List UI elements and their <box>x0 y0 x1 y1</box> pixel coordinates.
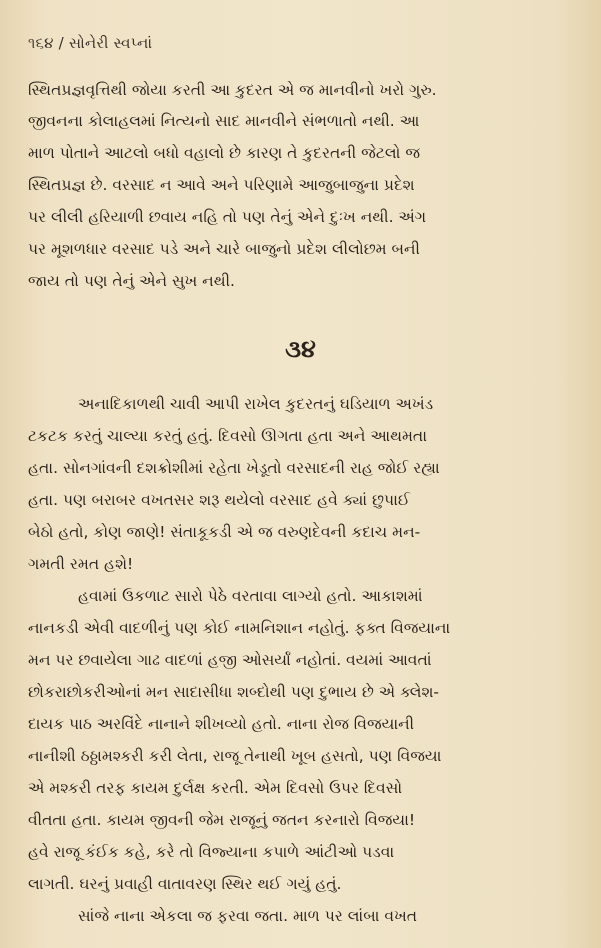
text-line: હવે રાજૂ કંઈક કહે, કરે તો વિજ્યાના કપાળે આંટીઓ પડવા <box>28 843 395 861</box>
text-line: નાનીશી ઠઠ્ઠામશ્કરી કરી લેતા, રાજૂ તેનાથી ખૂબ હસતો, પણ વિજયા <box>28 747 442 765</box>
text-line: સાંજે નાના એકલા જ ફરવા જતા. માળ પર લાંબા વખત <box>78 907 418 925</box>
text-line: એ મશ્કરી તરફ કાયમ દુર્લક્ષ કરતી. એમ દિવસો ઉપર દિવસો <box>28 779 403 797</box>
text-line: છોકરાછોકરીઓનાં મન સાદાસીધા શબ્દોથી પણ દુભાય છે એ ક્લેશ- <box>28 683 440 701</box>
text-line: સ્થિતપ્રજ્ઞ છે. વરસાદ ન આવે અને પરિણામે આજુબાજુના પ્રદેશ <box>28 176 415 194</box>
text-line: માળ પોતાને આટલો બધો વહાલો છે કારણ તે કુદરતની જેટલો જ <box>28 144 421 162</box>
text-line: જાય તો પણ તેનું એને સુખ નથી. <box>28 272 235 290</box>
chapter-number: ૩૪ <box>285 335 316 363</box>
text-line: વીતતા હતા. કાયમ જીવની જેમ રાજૂનું જતન કરનારો વિજયા! <box>28 811 416 829</box>
running-head: ૧૬૪ / સોનેરી સ્વપ્નાં <box>28 34 153 52</box>
text-line: સ્થિતપ્રજ્ઞવૃત્તિથી જોયા કરતી આ કુદરત એ જ માનવીનો ખરો ગુરુ. <box>28 81 437 99</box>
text-line: ગમતી રમત હશે! <box>28 555 134 573</box>
text-line: પર મૂશળધાર વરસાદ પડે અને ચારે બાજુનો પ્રદેશ લીલોછમ બની <box>28 240 420 258</box>
text-line: બેઠો હતો, કોણ જાણે! સંતાકૂકડી એ જ વરુણદેવની કદાચ મન- <box>28 523 421 541</box>
text-line: લાગતી. ઘરનું પ્રવાહી વાતાવરણ સ્થિર થઈ ગયું હતું. <box>28 875 342 893</box>
text-line: જીવનના કોલાહલમાં નિત્યનો સાદ માનવીને સંભળાતો નથી. આ <box>28 112 420 130</box>
text-line: દાયક પાઠ અરવિંદે નાનાને શીખવ્યો હતો. નાના રોજ વિજયાની <box>28 715 415 733</box>
text-line: નાનકડી એવી વાદળીનું પણ કોઈ નામનિશાન નહોતું. ફક્ત વિજયાના <box>28 619 451 637</box>
text-line: ટકટક કરતું ચાલ્યા કરતું હતું. દિવસો ઊગતા હતા અને આથમતા <box>28 427 427 445</box>
text-line: હતા. પણ બરાબર વખતસર શરૂ થયેલો વરસાદ હવે ક્યાં છુપાઈ <box>28 491 410 509</box>
text-line: હતા. સોનગાંવની દશક્રોશીમાં રહેતા ખેડૂતો વરસાદની રાહ જોઈ રહ્યા <box>28 459 440 477</box>
text-line: હવામાં ઉકળાટ સારો પેઠે વરતાવા લાગ્યો હતો. આકાશમાં <box>78 587 423 605</box>
text-line: પર લીલી હરિયાળી છવાય નહિ તો પણ તેનું એને દુઃખ નથી. અંગ <box>28 208 427 226</box>
text-line: મન પર છવાયેલા ગાઢ વાદળાં હજી ઓસર્યાં નહોતાં. વયમાં આવતાં <box>28 651 432 669</box>
text-line: અનાદિકાળથી ચાવી આપી રાખેલ કુદરતનું ઘડિયાળ અખંડ <box>78 395 434 413</box>
